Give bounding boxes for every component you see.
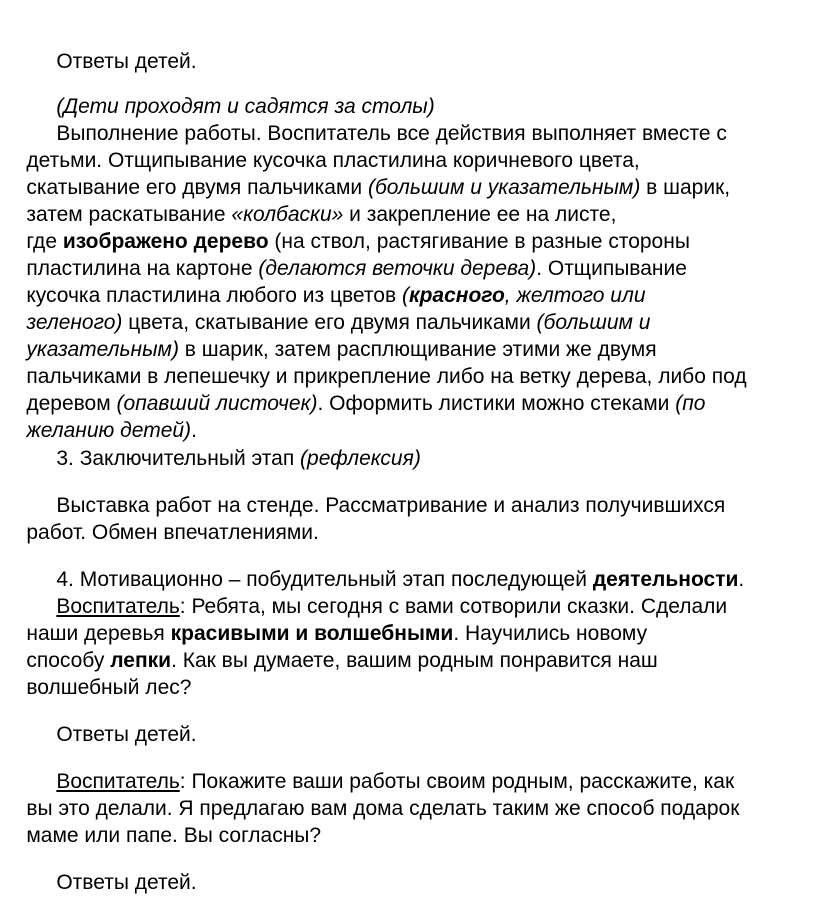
- text-span: деревом: [26, 391, 117, 415]
- paragraph-exhibition-line-2: [3, 493, 319, 544]
- italic-note: (большим и: [536, 310, 651, 334]
- text-span: волшебный лес?: [26, 675, 192, 699]
- bold-term: деятельности: [592, 567, 739, 591]
- text-span: детьми. Отщипывание кусочка пластилина коричневого цвета,: [26, 148, 640, 172]
- text-span: работ. Обмен впечатлениями.: [26, 520, 319, 544]
- paragraph-work-line-9: [3, 310, 657, 361]
- text-span: в шарик, затем расплющивание этими же двумя: [178, 337, 657, 361]
- text-span: .: [191, 418, 197, 442]
- text-span: Ответы детей.: [56, 722, 197, 746]
- text-span: пластилина на картоне: [26, 256, 259, 280]
- paragraph-work-line-10: [3, 337, 747, 388]
- italic-note: желанию детей): [26, 418, 192, 442]
- paragraph-work-line-6: [3, 229, 687, 280]
- section-heading-final-stage: [33, 419, 421, 470]
- italic-note: (: [401, 283, 409, 307]
- italic-note: (по: [675, 391, 706, 415]
- paragraph-work-line-7: [3, 256, 646, 307]
- speaker-label: Воспитатель: [56, 769, 180, 793]
- italic-note: (Дети проходят и садятся за столы): [56, 94, 435, 118]
- paragraph-work-line-11: [3, 364, 706, 415]
- italic-note: , желтого или: [504, 283, 646, 307]
- paragraph-work-line-12: [3, 391, 197, 442]
- text-span: Выполнение работы. Воспитатель все действия выполняет вместе с: [56, 121, 727, 145]
- bold-term: лепки: [110, 648, 172, 672]
- text-span: и закрепление ее на листе,: [343, 202, 617, 226]
- text-span: . Как вы думаете, вашим родным понравится наш: [171, 648, 658, 672]
- bold-italic-term: красного: [408, 283, 505, 307]
- italic-note: (опавший листочек): [116, 391, 318, 415]
- italic-note: зеленого): [26, 310, 123, 334]
- text-span: в шарик,: [640, 175, 731, 199]
- text-span: . Оформить листики можно стеками: [317, 391, 676, 415]
- paragraph-motivation-line-5: [3, 648, 192, 699]
- text-span: цвета, скатывание его двумя пальчиками: [122, 310, 537, 334]
- text-span: .: [738, 567, 745, 591]
- text-span: пальчиками в лепешечку и прикрепление либо на ветку дерева, либо под: [26, 364, 747, 388]
- text-span: кусочка пластилина любого из цветов: [26, 283, 402, 307]
- paragraph-motivation-line-4: [3, 621, 658, 672]
- text-span: Ответы детей.: [56, 870, 197, 894]
- text-span: скатывание его двумя пальчиками: [26, 175, 368, 199]
- bold-term: изображено дерево: [62, 229, 269, 253]
- text-span: маме или папе. Вы согласны?: [26, 823, 322, 847]
- paragraph-motivation-line-3: [3, 594, 648, 645]
- text-span: наши деревья: [26, 621, 171, 645]
- paragraph-work-line-2: [3, 121, 640, 172]
- text-span: 4. Мотивационно – побудительный этап последующей: [56, 567, 593, 591]
- italic-note: (большим и указательным): [367, 175, 641, 199]
- text-span: . Отщипывание: [536, 256, 687, 280]
- text-span: (на ствол, растягивание в разные стороны: [268, 229, 690, 253]
- text-span: . Научились новому: [453, 621, 648, 645]
- paragraph-stage-direction: [33, 67, 435, 118]
- speaker-label: Воспитатель: [56, 594, 180, 618]
- text-span: : Покажите ваши работы своим родным, расскажите, как: [179, 769, 735, 793]
- text-span: Ответы детей.: [56, 49, 197, 73]
- paragraph-motivation-line-1: [33, 540, 745, 591]
- text-span: : Ребята, мы сегодня с вами сотворили сказки. Сделали: [179, 594, 728, 618]
- paragraph-work-line-8: [3, 283, 651, 334]
- paragraph-teacher-line-1: [33, 742, 735, 793]
- text-span: Выставка работ на стенде. Рассматривание и анализ получившихся: [56, 493, 726, 517]
- text-span: где: [26, 229, 63, 253]
- paragraph-teacher-line-2: [3, 769, 740, 820]
- italic-note: (делаются веточки дерева): [258, 256, 537, 280]
- paragraph-children-answers-2: [33, 695, 197, 746]
- paragraph-work-line-1: [33, 94, 727, 145]
- text-span: затем раскатывание: [26, 202, 232, 226]
- paragraph-exhibition-line-1: [33, 466, 726, 517]
- text-span: способу: [26, 648, 111, 672]
- text-span: вы это делали. Я предлагаю вам дома сделать таким же способ подарок: [26, 796, 740, 820]
- paragraph-work-line-5: [3, 202, 690, 253]
- italic-note: «колбаски»: [231, 202, 344, 226]
- paragraph-work-line-3: [3, 148, 731, 199]
- text-span: 3. Заключительный этап: [56, 446, 301, 470]
- paragraph-teacher-line-3: [3, 796, 322, 847]
- italic-note: (рефлексия): [300, 446, 421, 470]
- paragraph-children-answers-3: [33, 843, 197, 894]
- paragraph-work-line-4: [3, 175, 617, 226]
- bold-term: красивыми и волшебными: [170, 621, 454, 645]
- paragraph-motivation-line-2: [33, 567, 728, 618]
- paragraph-children-answers-1: [33, 22, 197, 73]
- italic-note: указательным): [26, 337, 179, 361]
